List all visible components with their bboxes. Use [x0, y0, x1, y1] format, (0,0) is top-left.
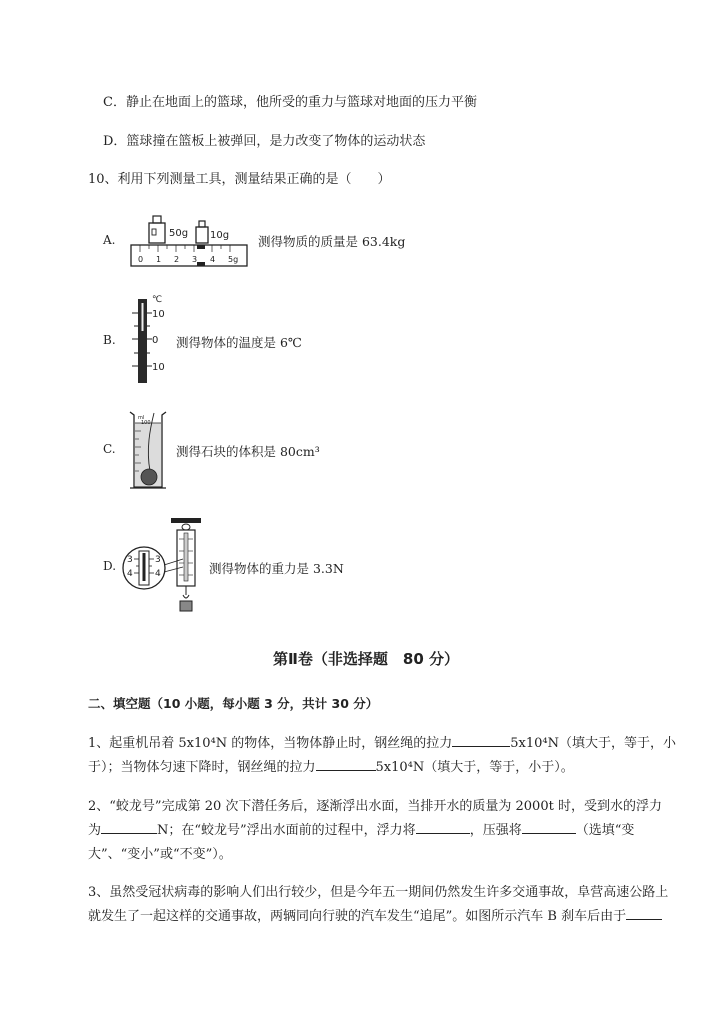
balance-tick-label-4: 4: [210, 255, 216, 264]
q2-line2-text-b: N；在“蛟龙号”浮出水面前的过程中，浮力将: [157, 823, 416, 838]
q2-line1: 2、“蛟龙号”完成第 20 次下潜任务后，逐渐浮出水面，当排开水的质量为 2000t 时，受到水的浮力: [88, 799, 662, 814]
cylinder-unit: ml: [138, 415, 145, 421]
weight-10g-label: 10g: [210, 230, 230, 241]
balance-tick-label-5: 5g: [228, 255, 239, 264]
option-d-text: D．篮球撞在篮板上被弹回，是力改变了物体的运动状态: [103, 134, 426, 149]
balance-tick-label-2: 2: [174, 255, 180, 264]
option-a-caption: 测得物质的质量是 63.4kg: [258, 234, 406, 249]
spring-scale-figure: [121, 515, 207, 617]
balance-tick-label-3: 3: [192, 255, 198, 264]
balance-beam-figure: [128, 212, 250, 270]
q1-line2-text-b: 5x10⁴N（填大于，等于，小于）。: [375, 760, 574, 775]
q2-blank-2[interactable]: [416, 821, 470, 834]
weight-50g-label: 50g: [169, 228, 189, 239]
q3-line1: 3、虽然受冠状病毒的影响人们出行较少，但是今年五一期间仍然发生许多交通事故，阜营高速公路上: [88, 885, 669, 900]
thermometer-tick-label-1: 0: [152, 335, 159, 346]
scale-tick-label-2: 3: [155, 555, 161, 565]
option-c-caption: 测得石块的体积是 80cm³: [176, 444, 320, 459]
question-10-stem: 10、利用下列测量工具，测量结果正确的是（ ）: [88, 172, 391, 187]
thermometer-tick-label-0: 10: [152, 309, 165, 320]
option-c-text: C．静止在地面上的篮球，他所受的重力与篮球对地面的压力平衡: [103, 95, 477, 110]
q2-line2-text-a: 为: [88, 823, 102, 838]
part-header: 二、填空题（10 小题，每小题 3 分，共计 30 分）: [88, 696, 379, 711]
scale-tick-label-1: 4: [127, 569, 133, 579]
option-c-label: C.: [103, 442, 116, 456]
q2-line2-text-c: ，压强将: [469, 823, 522, 838]
q2-line3: 大”、“变小”或“不变”）。: [88, 847, 232, 862]
thermometer-tick-label-2: 10: [152, 362, 165, 373]
q1-blank-1[interactable]: [452, 734, 510, 747]
q1-line1-text-b: 5x10⁴N（填大于，等于，小: [510, 736, 677, 751]
q1-line2: [88, 756, 574, 775]
option-b-caption: 测得物体的温度是 6℃: [176, 335, 302, 350]
q1-blank-2[interactable]: [316, 758, 376, 771]
q1-line1: [88, 732, 676, 751]
q1-line2-text-a: 于）；当物体匀速下降时，钢丝绳的拉力: [88, 760, 316, 775]
q2-line2-text-d: （选填“变: [575, 823, 635, 838]
thermometer-figure: [128, 293, 174, 385]
q2-blank-1[interactable]: [101, 821, 157, 834]
graduated-cylinder-figure: [126, 409, 170, 491]
q3-blank-1[interactable]: [626, 907, 662, 920]
option-d-label: D.: [103, 559, 117, 573]
q2-blank-3[interactable]: [522, 821, 576, 834]
q3-line2: [88, 905, 662, 924]
thermometer-unit: ℃: [152, 295, 163, 305]
balance-tick-label-1: 1: [156, 255, 162, 264]
balance-tick-label-0: 0: [138, 255, 144, 264]
option-a-label: A.: [103, 233, 116, 247]
option-b-label: B.: [103, 333, 116, 347]
scale-tick-label-3: 4: [155, 569, 161, 579]
q2-line2: [88, 819, 634, 838]
section-title: 第Ⅱ卷（非选择题 80 分）: [273, 650, 459, 668]
cylinder-top-mark: 100: [141, 420, 151, 426]
q1-line1-text-a: 1、起重机吊着 5x10⁴N 的物体，当物体静止时，钢丝绳的拉力: [88, 736, 453, 751]
q3-line2-text: 就发生了一起这样的交通事故，两辆同向行驶的汽车发生“追尾”。如图所示汽车 B 刹车后由于: [88, 909, 627, 924]
option-d-caption: 测得物体的重力是 3.3N: [209, 561, 344, 576]
scale-tick-label-0: 3: [127, 555, 133, 565]
